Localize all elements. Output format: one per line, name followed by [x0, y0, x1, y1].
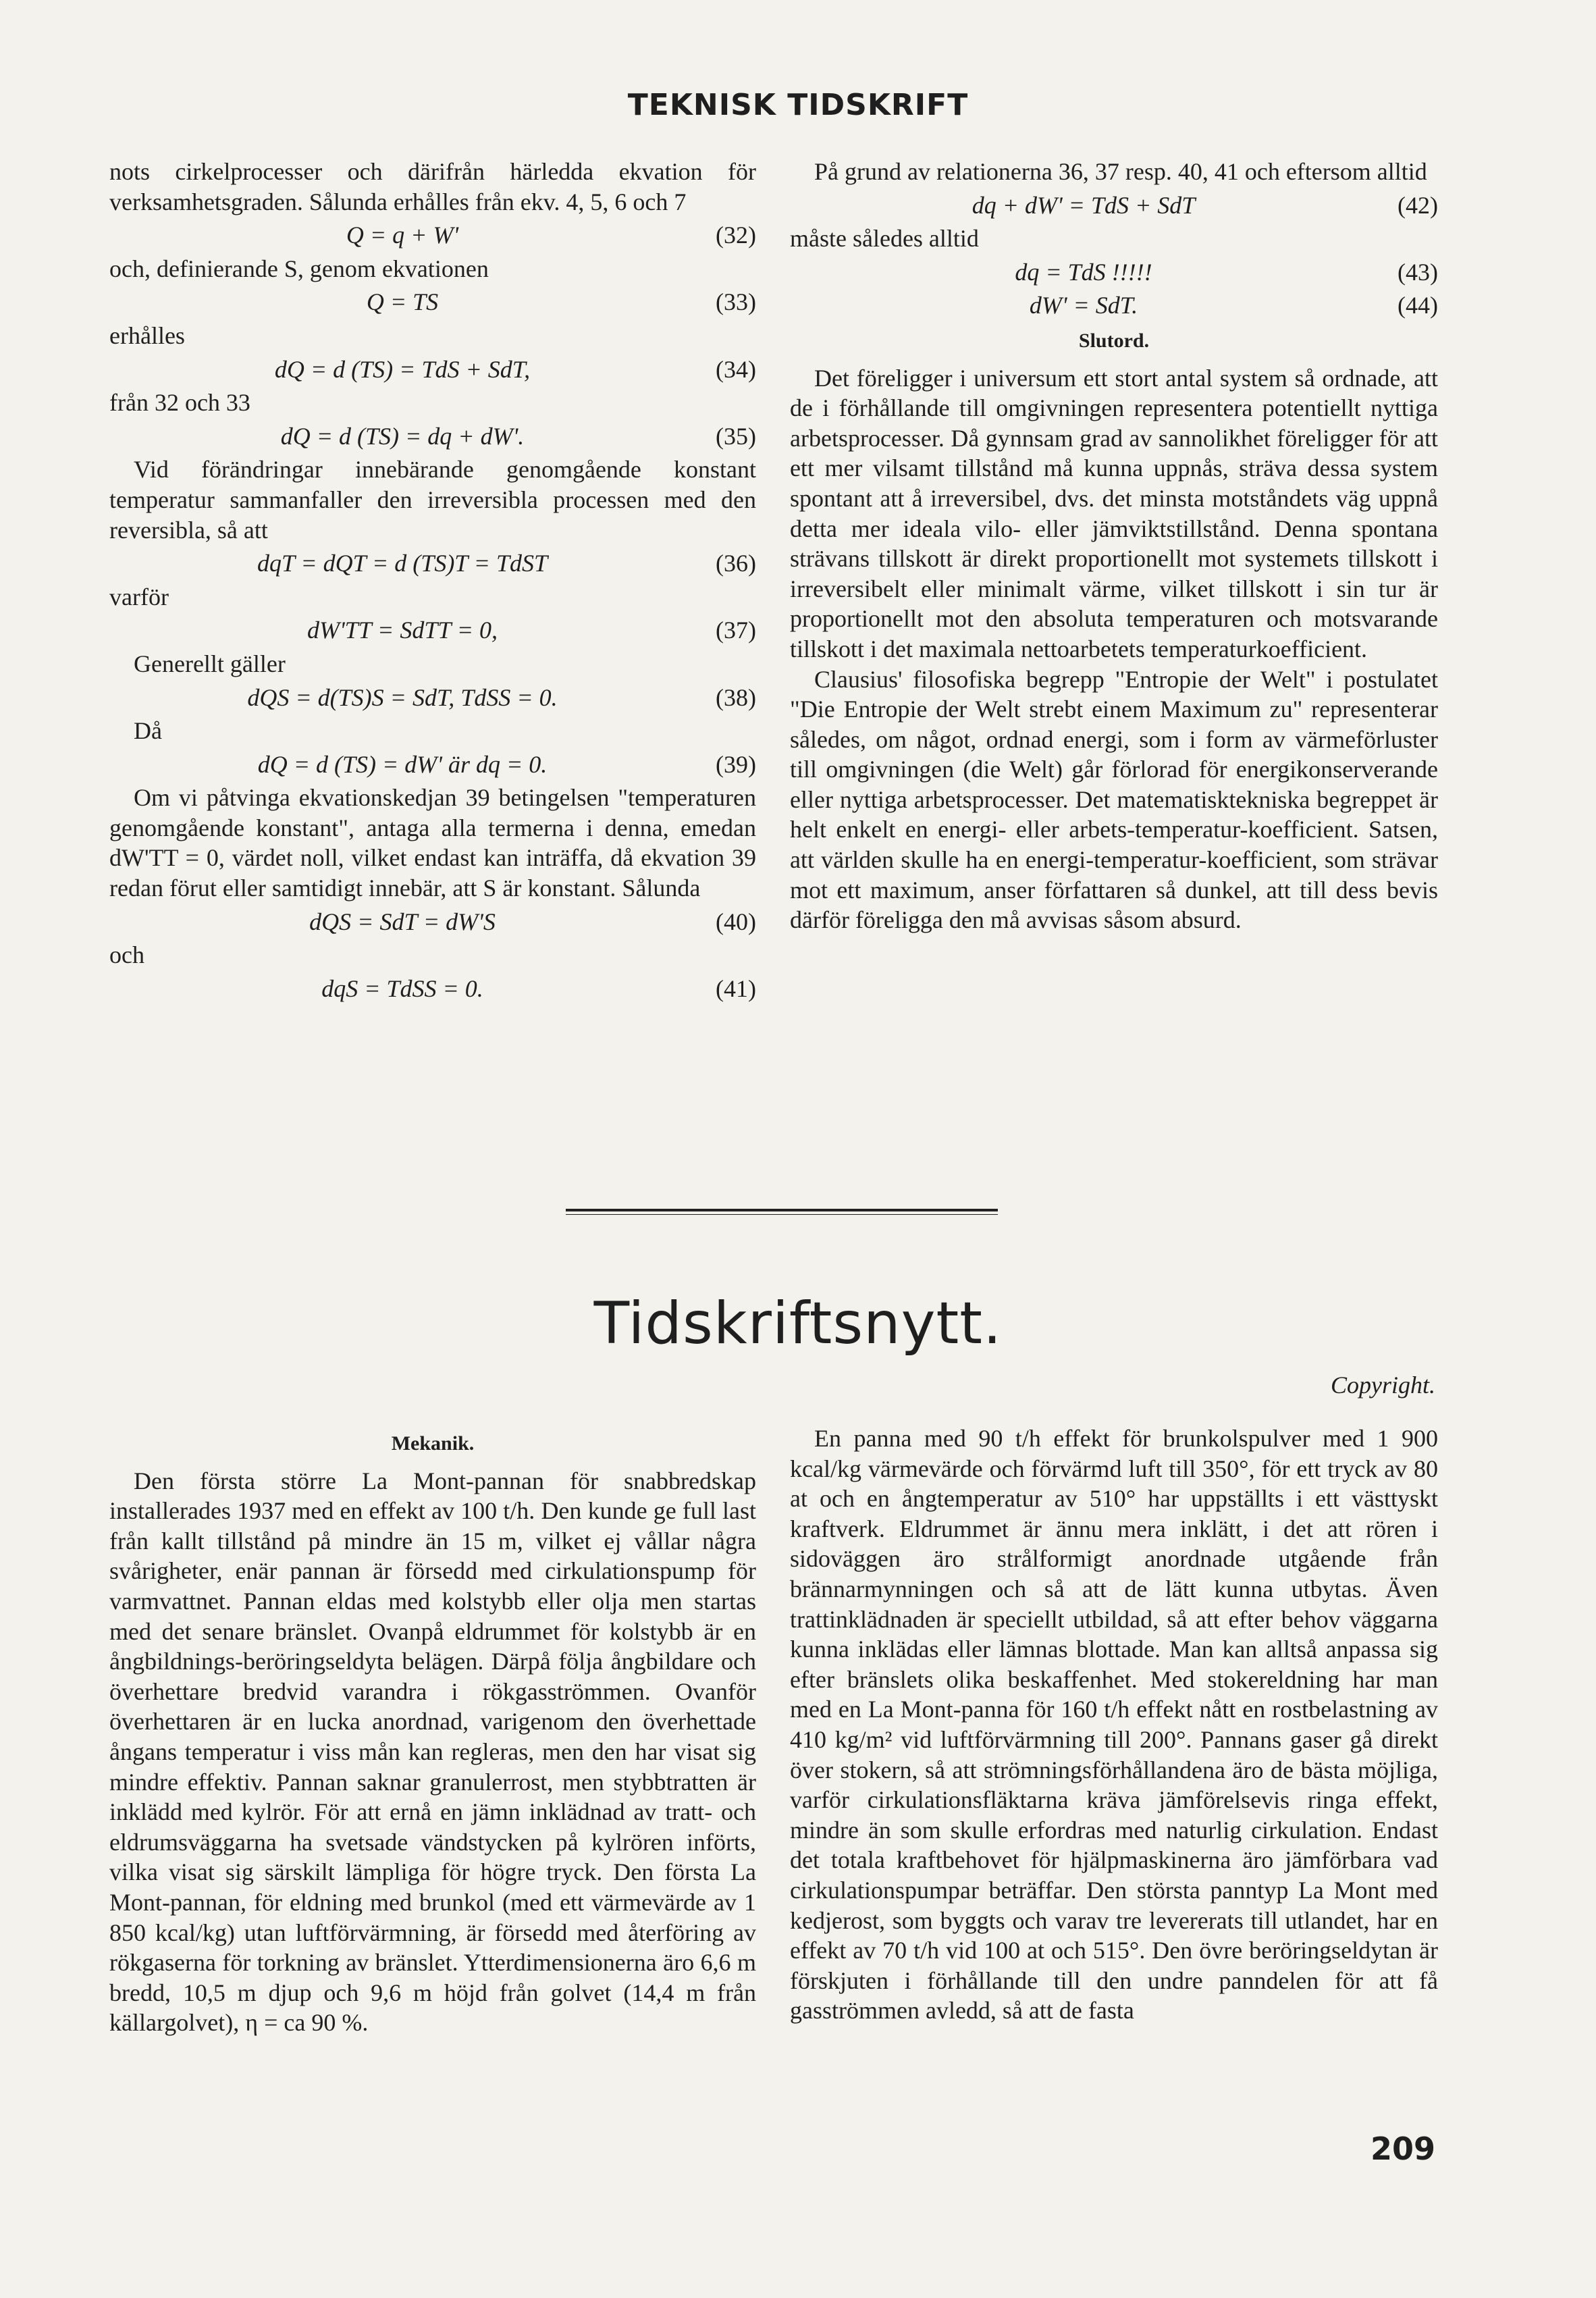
equation-40: [109, 907, 756, 937]
equation-formula: dQ = d (TS) = TdS + SdT,: [274, 355, 531, 383]
text-line: från 32 och 33: [109, 389, 250, 417]
running-header: TEKNISK TIDSKRIFT: [627, 88, 969, 122]
equation-number: (39): [716, 750, 756, 778]
equation-number: (37): [716, 617, 756, 644]
text-line: erhålles: [109, 321, 185, 349]
bottom-left-column: [109, 1424, 756, 2038]
text-line: och: [109, 941, 144, 969]
equation-38: [109, 683, 756, 713]
section-subheading: Mekanik.: [391, 1432, 475, 1455]
equation-number: (40): [716, 908, 756, 935]
equation-formula: dW' = SdT.: [1029, 292, 1138, 319]
top-left-column: [109, 157, 756, 1007]
equation-37: [109, 615, 756, 646]
equation-number: (34): [716, 355, 756, 383]
text-line: Generellt gäller: [134, 650, 286, 677]
equation-formula: dQ = d (TS) = dq + dW'.: [280, 422, 525, 450]
equation-number: (35): [716, 422, 756, 450]
equation-number: (41): [716, 974, 756, 1002]
equation-number: (44): [1398, 292, 1438, 319]
paragraph: Vid förändringar innebärande genomgående konstant temperatur sammanfaller den irreversibla processen med den reversibla, så att: [109, 456, 756, 544]
equation-formula: dqS = TdSS = 0.: [321, 974, 483, 1002]
equation-43: [790, 257, 1438, 288]
paragraph: Clausius' filosofiska begrepp "Entropie der Welt" i postulatet "Die Entropie der Welt strebt einem Maximum zu" representerar således, om något, ordnad energi, som i form av värmeförluster till omgivningen (die Welt) går förlorad för energikonserverande eller nyttiga arbetsprocesser. Det matematisktekniska begreppet är helt enkelt en energi- eller arbets-temperatur-koefficient. Satsen, att världen skulle ha en energi-temperatur-koefficient, som strävar mot ett maximum, anser författaren så dunkel, att till dess bevis därför föreligga den må avvisas såsom absurd.: [790, 665, 1438, 934]
equation-32: [109, 220, 756, 251]
equation-formula: dQS = d(TS)S = SdT, TdSS = 0.: [247, 683, 558, 711]
top-right-column: [790, 157, 1438, 935]
paragraph: En panna med 90 t/h effekt för brunkolspulver med 1 900 kcal/kg värmevärde och förvärmd luft till 350°, för ett tryck av 80 at och en ångtemperatur av 510° har uppställts i ett västtyskt kraftverk. Eldrummet är ännu mera inklätt, i det att rören i sidoväggen äro strålformigt anordnade utgående från brännarmynningen och så att de lätt kunna utbytas. Även trattinklädnaden är speciellt utbildad, så att efter behov väggarna kunna inklädas eller lämnas blottade. Man kan alltså anpassa sig efter bränslets olika beskaffenhet. Med stokereldning har man med en La Mont-panna för 160 t/h effekt nått en rostbelastning av 410 kg/m² vid luftförvärmning till 200°. Pannans gaser gå direkt över stokern, så att strömningsförhållandena äro de bästa möjliga, varför cirkulationsfläktarna kräva jämförelsevis ringa effekt, mindre än som skulle erfordras med naturlig cirkulation. Endast det totala kraftbehovet för hjälpmaskinerna äro jämförbara vad cirkulationspumpar beträffar. Den största panntyp La Mont med kedjerost, som byggts och varav tre levererats till utlandet, har en effekt av 70 t/h vid 100 at och 515°. Den övre beröringseldytan är förskjuten i förhållande till den undre panndelen för att få gasströmmen avledd, så att de fasta: [790, 1425, 1438, 2025]
equation-number: (42): [1398, 191, 1438, 219]
text-line: varför: [109, 583, 169, 610]
equation-formula: dqT = dQT = d (TS)T = TdST: [257, 550, 548, 577]
equation-41: [109, 974, 756, 1004]
equation-formula: dQ = d (TS) = dW' är dq = 0.: [257, 750, 548, 778]
copyright-note: Copyright.: [1330, 1372, 1435, 1399]
bottom-right-column: [790, 1424, 1438, 2026]
section-subheading: Slutord.: [1078, 329, 1150, 352]
equation-35: [109, 421, 756, 452]
equation-formula: dq = TdS !!!!!: [1015, 258, 1152, 286]
equation-33: [109, 287, 756, 317]
paragraph: På grund av relationerna 36, 37 resp. 40, 41 och eftersom alltid: [814, 158, 1427, 185]
paragraph: Om vi påtvinga ekvationskedjan 39 betingelsen "temperaturen genomgående konstant", antaga alla termerna i denna, emedan dW'TT = 0, värdet noll, vilket endast kan inträffa, då ekvation 39 redan förut eller samtidigt innebär, att S är konstant. Sålunda: [109, 784, 756, 902]
paragraph: nots cirkelprocesser och därifrån härledda ekvation för verksamhetsgraden. Sålunda erhålles från ekv. 4, 5, 6 och 7: [109, 158, 756, 215]
text-line: och, definierande S, genom ekvationen: [109, 255, 489, 282]
equation-formula: Q = TS: [366, 288, 439, 316]
equation-number: (33): [716, 288, 756, 316]
equation-formula: dQS = SdT = dW'S: [309, 908, 496, 935]
paragraph: Den första större La Mont-pannan för snabbredskap installerades 1937 med en effekt av 100 t/h. Den kunde ge full last från kallt tillstånd på mindre än 15 m, vilket ej vållar några svårigheter, enär pannan är försedd med cirkulationspump för varmvattnet. Pannan eldas med kolstybb eller olja men startas med det senare bränslet. Ovanpå eldrummet för kolstybb är en ångbildnings-beröringseldyta belägen. Därpå följa ångbildare och överhettare bredvid varandra i rökgasströmmen. Ovanför överhettaren är en lucka anordnad, varigenom den överhettade ångans temperatur i viss mån kan regleras, men den har visat sig mindre effektiv. Pannan saknar granulerrost, men stybbtratten är inklädd med kylrör. För att ernå en jämn inklädnad av tratt- och eldrumsväggarna ha svetsade vändstycken på kylrören införts, vilka visat sig särskilt lämpliga för högre tryck. Den första La Mont-pannan, för eldning med brunkol (med ett värmevärde av 1 850 kcal/kg) utan luftförvärmning, är försedd med återföring av rökgaserna för torkning av bränslet. Ytterdimensionerna äro 6,6 m bredd, 10,5 m djup och 9,6 m höjd från golvet (14,4 m från källargolvet), η = ca 90 %.: [109, 1467, 756, 2037]
equation-39: [109, 750, 756, 780]
equation-number: (43): [1398, 258, 1438, 286]
page-number: 209: [1370, 2131, 1435, 2167]
equation-formula: Q = q + W': [346, 221, 459, 249]
equation-36: [109, 548, 756, 579]
equation-44: [790, 290, 1438, 321]
equation-formula: dq + dW' = TdS + SdT: [972, 191, 1196, 219]
equation-42: [790, 190, 1438, 221]
text-line: Då: [134, 717, 162, 745]
equation-number: (36): [716, 550, 756, 577]
section-title: Tidskriftsnytt.: [593, 1290, 1003, 1357]
equation-number: (38): [716, 683, 756, 711]
equation-number: (32): [716, 221, 756, 249]
double-rule-divider: [566, 1209, 998, 1215]
paragraph: Det föreligger i universum ett stort antal system så ordnade, att de i förhållande till omgivningen representera potentiellt nyttiga arbetsprocesser. Då gynnsam grad av sannolikhet föreligger för att ett mer vilsamt tillstånd må kunna uppnås, sträva dessa system spontant att å irreversibel, dvs. det minsta motståndets väg uppnå detta mer ideala vilo- eller jämviktstillstånd. Denna spontana strävans tillskott är direkt proportionellt mot systemets tillskott i irreversibelt eller minimalt värme, vilket tillskott i sin tur är proportionellt mot den absoluta temperaturen och motsvarande tillskott i det maximala nettoarbetets temperaturkoefficient.: [790, 364, 1438, 662]
text-line: måste således alltid: [790, 225, 979, 253]
equation-34: [109, 355, 756, 385]
equation-formula: dW'TT = SdTT = 0,: [307, 617, 498, 644]
